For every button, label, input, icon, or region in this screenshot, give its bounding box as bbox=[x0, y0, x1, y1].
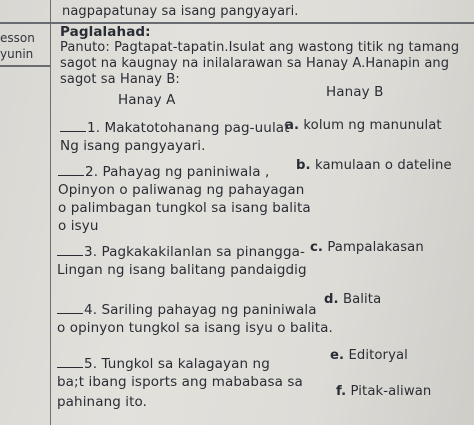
item-number: 4. bbox=[84, 302, 98, 318]
column-a-header: Hanay A bbox=[118, 92, 176, 108]
choice-text: kamulaan o dateline bbox=[314, 158, 452, 173]
answer-blank[interactable] bbox=[57, 367, 83, 368]
choice-b bbox=[296, 158, 452, 173]
item-text: Makatotohanang pag-uulat bbox=[104, 120, 290, 136]
item-3 bbox=[57, 244, 305, 260]
choice-text: Pitak-aliwan bbox=[350, 384, 432, 399]
choice-text: Balita bbox=[342, 292, 382, 307]
choice-text: Editoryal bbox=[348, 348, 408, 363]
item-1-continued: Ng isang pangyayari. bbox=[60, 138, 206, 154]
item-text: Sariling pahayag ng paniniwala bbox=[101, 302, 317, 318]
item-2 bbox=[58, 164, 269, 180]
instruction-line: Panuto: Pagtapat-tapatin.Isulat ang wastong titik ng tamang bbox=[60, 40, 460, 55]
left-column-word: esson bbox=[0, 31, 35, 45]
left-column-rule bbox=[0, 65, 50, 67]
choice-letter: d. bbox=[324, 292, 339, 307]
item-4 bbox=[57, 302, 317, 318]
choice-letter: a. bbox=[285, 118, 300, 133]
item-5-continued: ba;t ibang isports ang mababasa sa bbox=[57, 374, 303, 390]
item-text: Tungkol sa kalagayan ng bbox=[101, 356, 270, 372]
item-1 bbox=[60, 120, 290, 136]
top-line-text: nagpapatunay sa isang pangyayari. bbox=[62, 4, 299, 19]
instruction-line: sagot na kaugnay na inilalarawan sa Hanay A.Hanapin ang bbox=[60, 56, 450, 71]
answer-blank[interactable] bbox=[60, 131, 86, 132]
choice-letter: f. bbox=[336, 384, 347, 399]
answer-blank[interactable] bbox=[57, 255, 83, 256]
choice-letter: c. bbox=[310, 240, 324, 255]
choice-a bbox=[285, 118, 442, 133]
left-column-word: yunin bbox=[0, 47, 34, 61]
item-number: 5. bbox=[84, 356, 98, 372]
item-number: 2. bbox=[85, 164, 99, 180]
item-3-continued: Lingan ng isang balitang pandaigdig bbox=[57, 262, 307, 278]
answer-blank[interactable] bbox=[58, 175, 84, 176]
answer-blank[interactable] bbox=[57, 313, 83, 314]
choice-text: Pampalakasan bbox=[327, 240, 424, 255]
item-text: Pagkakakilanlan sa pinangga- bbox=[101, 244, 305, 260]
item-number: 1. bbox=[87, 120, 101, 136]
column-b-header: Hanay B bbox=[326, 84, 384, 100]
instruction-line: sagot sa Hanay B: bbox=[60, 72, 180, 87]
left-column bbox=[0, 0, 51, 425]
item-2-continued: o isyu bbox=[58, 218, 99, 234]
choice-text: kolum ng manunulat bbox=[303, 118, 442, 133]
choice-letter: e. bbox=[330, 348, 345, 363]
item-2-continued: Opinyon o paliwanag ng pahayagan bbox=[58, 182, 305, 198]
choice-d bbox=[324, 292, 381, 307]
item-5-continued: pahinang ito. bbox=[57, 394, 148, 410]
item-5 bbox=[57, 356, 270, 372]
item-4-continued: o opinyon tungkol sa isang isyu o balita. bbox=[57, 320, 333, 336]
item-text: Pahayag ng paniniwala , bbox=[102, 164, 270, 180]
item-2-continued: o palimbagan tungkol sa isang balita bbox=[58, 200, 311, 216]
section-heading: Paglalahad: bbox=[60, 24, 151, 40]
item-number: 3. bbox=[84, 244, 98, 260]
choice-c bbox=[310, 240, 424, 255]
choice-letter: b. bbox=[296, 158, 311, 173]
choice-e bbox=[330, 348, 408, 363]
choice-f bbox=[336, 384, 431, 399]
